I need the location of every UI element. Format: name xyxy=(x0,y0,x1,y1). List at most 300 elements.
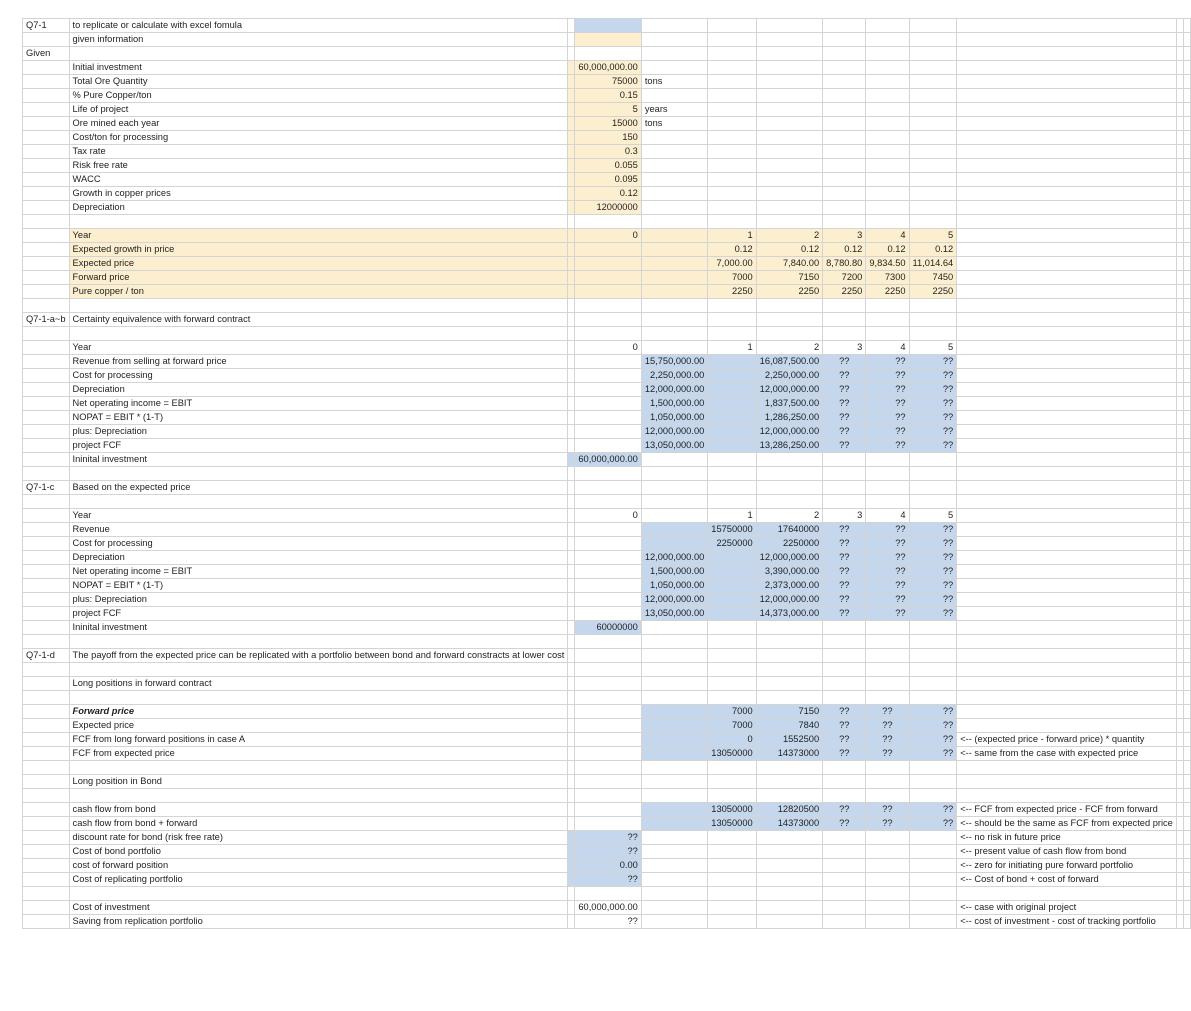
sheet-cell[interactable] xyxy=(641,663,707,677)
sheet-cell[interactable] xyxy=(568,845,575,859)
sheet-cell[interactable] xyxy=(568,803,575,817)
sheet-cell[interactable] xyxy=(909,901,957,915)
sheet-cell[interactable] xyxy=(1183,271,1190,285)
sheet-cell[interactable]: Depreciation xyxy=(69,201,568,215)
sheet-cell[interactable] xyxy=(708,607,756,621)
sheet-cell[interactable] xyxy=(823,145,866,159)
sheet-cell[interactable] xyxy=(575,579,641,593)
sheet-cell[interactable]: 12,000,000.00 xyxy=(641,383,707,397)
sheet-cell[interactable] xyxy=(568,495,575,509)
sheet-cell[interactable]: ?? xyxy=(823,551,866,565)
sheet-cell[interactable] xyxy=(909,47,957,61)
sheet-cell[interactable] xyxy=(957,467,1177,481)
sheet-cell[interactable] xyxy=(756,691,822,705)
sheet-cell[interactable] xyxy=(823,635,866,649)
sheet-cell[interactable] xyxy=(708,47,756,61)
sheet-cell[interactable] xyxy=(957,201,1177,215)
sheet-cell[interactable] xyxy=(641,537,707,551)
sheet-cell[interactable] xyxy=(909,327,957,341)
sheet-cell[interactable] xyxy=(909,75,957,89)
sheet-cell[interactable] xyxy=(823,467,866,481)
sheet-cell[interactable] xyxy=(1183,313,1190,327)
sheet-cell[interactable] xyxy=(23,75,70,89)
sheet-cell[interactable] xyxy=(1176,719,1183,733)
sheet-cell[interactable] xyxy=(708,201,756,215)
sheet-cell[interactable] xyxy=(641,747,707,761)
sheet-cell[interactable]: ?? xyxy=(909,383,957,397)
sheet-cell[interactable] xyxy=(575,523,641,537)
sheet-cell[interactable]: 0.00 xyxy=(575,859,641,873)
sheet-cell[interactable] xyxy=(568,607,575,621)
sheet-cell[interactable] xyxy=(1176,397,1183,411)
sheet-cell[interactable] xyxy=(23,201,70,215)
sheet-cell[interactable]: ?? xyxy=(866,523,909,537)
sheet-cell[interactable]: Ininital investment xyxy=(69,453,568,467)
sheet-cell[interactable] xyxy=(1183,803,1190,817)
sheet-cell[interactable] xyxy=(1183,873,1190,887)
sheet-cell[interactable]: 12820500 xyxy=(756,803,822,817)
sheet-cell[interactable]: Total Ore Quantity xyxy=(69,75,568,89)
sheet-cell[interactable] xyxy=(568,33,575,47)
sheet-cell[interactable]: ?? xyxy=(823,425,866,439)
sheet-cell[interactable] xyxy=(708,425,756,439)
sheet-cell[interactable] xyxy=(23,607,70,621)
sheet-cell[interactable] xyxy=(23,383,70,397)
sheet-cell[interactable] xyxy=(568,649,575,663)
sheet-cell[interactable]: 2,250,000.00 xyxy=(756,369,822,383)
sheet-cell[interactable] xyxy=(1183,523,1190,537)
sheet-cell[interactable] xyxy=(708,131,756,145)
sheet-cell[interactable] xyxy=(708,369,756,383)
sheet-cell[interactable] xyxy=(641,621,707,635)
sheet-cell[interactable]: ?? xyxy=(909,439,957,453)
sheet-cell[interactable]: ?? xyxy=(866,803,909,817)
sheet-cell[interactable] xyxy=(1176,411,1183,425)
sheet-cell[interactable] xyxy=(866,761,909,775)
sheet-cell[interactable]: 0 xyxy=(708,733,756,747)
sheet-cell[interactable] xyxy=(1183,47,1190,61)
sheet-cell[interactable]: Q7-1-c xyxy=(23,481,70,495)
sheet-cell[interactable]: ?? xyxy=(823,705,866,719)
sheet-cell[interactable] xyxy=(23,467,70,481)
sheet-cell[interactable] xyxy=(708,901,756,915)
sheet-cell[interactable] xyxy=(69,327,568,341)
sheet-cell[interactable] xyxy=(708,873,756,887)
sheet-cell[interactable] xyxy=(708,173,756,187)
sheet-cell[interactable]: 5 xyxy=(909,341,957,355)
sheet-cell[interactable]: 4 xyxy=(866,509,909,523)
sheet-cell[interactable] xyxy=(708,495,756,509)
sheet-cell[interactable] xyxy=(866,75,909,89)
sheet-cell[interactable] xyxy=(641,509,707,523)
sheet-cell[interactable] xyxy=(909,299,957,313)
sheet-cell[interactable]: years xyxy=(641,103,707,117)
sheet-cell[interactable] xyxy=(23,495,70,509)
sheet-cell[interactable] xyxy=(756,831,822,845)
sheet-cell[interactable] xyxy=(568,327,575,341)
sheet-cell[interactable] xyxy=(957,789,1177,803)
sheet-cell[interactable] xyxy=(1176,145,1183,159)
sheet-cell[interactable] xyxy=(708,187,756,201)
sheet-cell[interactable] xyxy=(1183,733,1190,747)
sheet-cell[interactable] xyxy=(708,411,756,425)
sheet-cell[interactable] xyxy=(641,789,707,803)
sheet-cell[interactable]: 1 xyxy=(708,341,756,355)
sheet-cell[interactable] xyxy=(641,719,707,733)
sheet-cell[interactable]: 0 xyxy=(575,229,641,243)
sheet-cell[interactable]: ?? xyxy=(866,593,909,607)
sheet-cell[interactable] xyxy=(957,285,1177,299)
sheet-cell[interactable] xyxy=(957,761,1177,775)
sheet-cell[interactable] xyxy=(568,481,575,495)
sheet-cell[interactable] xyxy=(957,439,1177,453)
sheet-cell[interactable] xyxy=(1176,775,1183,789)
sheet-cell[interactable] xyxy=(866,467,909,481)
sheet-cell[interactable]: 3,390,000.00 xyxy=(756,565,822,579)
sheet-cell[interactable] xyxy=(575,355,641,369)
sheet-cell[interactable] xyxy=(909,103,957,117)
sheet-cell[interactable] xyxy=(756,789,822,803)
sheet-cell[interactable]: ?? xyxy=(866,425,909,439)
sheet-cell[interactable] xyxy=(866,299,909,313)
sheet-cell[interactable]: 14,373,000.00 xyxy=(756,607,822,621)
sheet-cell[interactable] xyxy=(957,565,1177,579)
sheet-cell[interactable] xyxy=(575,691,641,705)
sheet-cell[interactable] xyxy=(823,901,866,915)
sheet-cell[interactable] xyxy=(23,509,70,523)
sheet-cell[interactable]: ?? xyxy=(909,579,957,593)
sheet-cell[interactable] xyxy=(957,355,1177,369)
sheet-cell[interactable] xyxy=(1176,383,1183,397)
sheet-cell[interactable] xyxy=(23,635,70,649)
sheet-cell[interactable] xyxy=(1176,803,1183,817)
sheet-cell[interactable] xyxy=(1176,733,1183,747)
sheet-cell[interactable]: cash flow from bond xyxy=(69,803,568,817)
sheet-cell[interactable] xyxy=(823,89,866,103)
sheet-cell[interactable]: 1 xyxy=(708,229,756,243)
sheet-cell[interactable] xyxy=(568,341,575,355)
sheet-cell[interactable] xyxy=(568,467,575,481)
sheet-cell[interactable] xyxy=(708,355,756,369)
sheet-cell[interactable] xyxy=(909,131,957,145)
sheet-cell[interactable]: <-- no risk in future price xyxy=(957,831,1177,845)
sheet-cell[interactable] xyxy=(756,495,822,509)
sheet-cell[interactable] xyxy=(866,789,909,803)
sheet-cell[interactable] xyxy=(708,383,756,397)
sheet-cell[interactable] xyxy=(641,285,707,299)
sheet-cell[interactable]: <-- same from the case with expected price xyxy=(957,747,1177,761)
sheet-cell[interactable] xyxy=(568,397,575,411)
sheet-cell[interactable] xyxy=(568,285,575,299)
sheet-cell[interactable]: Year xyxy=(69,229,568,243)
sheet-cell[interactable] xyxy=(575,565,641,579)
sheet-cell[interactable] xyxy=(23,565,70,579)
sheet-cell[interactable] xyxy=(23,691,70,705)
sheet-cell[interactable]: ?? xyxy=(909,355,957,369)
sheet-cell[interactable] xyxy=(1183,383,1190,397)
sheet-cell[interactable] xyxy=(957,341,1177,355)
sheet-cell[interactable] xyxy=(1183,509,1190,523)
sheet-cell[interactable] xyxy=(1176,565,1183,579)
sheet-cell[interactable]: ?? xyxy=(823,355,866,369)
sheet-cell[interactable] xyxy=(641,873,707,887)
sheet-cell[interactable]: 1,500,000.00 xyxy=(641,397,707,411)
sheet-cell[interactable] xyxy=(957,313,1177,327)
sheet-cell[interactable] xyxy=(641,481,707,495)
sheet-cell[interactable]: ?? xyxy=(866,565,909,579)
sheet-cell[interactable]: ?? xyxy=(823,565,866,579)
sheet-cell[interactable] xyxy=(641,859,707,873)
sheet-cell[interactable] xyxy=(756,901,822,915)
sheet-cell[interactable] xyxy=(866,313,909,327)
sheet-cell[interactable] xyxy=(575,215,641,229)
sheet-cell[interactable] xyxy=(1183,215,1190,229)
sheet-cell[interactable]: Cost of bond portfolio xyxy=(69,845,568,859)
sheet-cell[interactable] xyxy=(575,495,641,509)
sheet-cell[interactable] xyxy=(1183,355,1190,369)
sheet-cell[interactable] xyxy=(641,887,707,901)
sheet-cell[interactable]: % Pure Copper/ton xyxy=(69,89,568,103)
sheet-cell[interactable] xyxy=(1183,341,1190,355)
sheet-cell[interactable]: 12,000,000.00 xyxy=(756,551,822,565)
sheet-cell[interactable] xyxy=(1183,663,1190,677)
sheet-cell[interactable] xyxy=(568,775,575,789)
sheet-cell[interactable] xyxy=(23,621,70,635)
sheet-cell[interactable] xyxy=(823,831,866,845)
sheet-cell[interactable] xyxy=(823,159,866,173)
sheet-cell[interactable] xyxy=(23,145,70,159)
sheet-cell[interactable] xyxy=(1176,75,1183,89)
sheet-cell[interactable] xyxy=(909,89,957,103)
sheet-cell[interactable] xyxy=(641,635,707,649)
sheet-cell[interactable] xyxy=(1176,327,1183,341)
sheet-cell[interactable]: ?? xyxy=(575,831,641,845)
sheet-cell[interactable]: 2,373,000.00 xyxy=(756,579,822,593)
sheet-cell[interactable]: 7150 xyxy=(756,271,822,285)
sheet-cell[interactable] xyxy=(1183,845,1190,859)
sheet-cell[interactable]: 1,050,000.00 xyxy=(641,411,707,425)
sheet-cell[interactable] xyxy=(1183,887,1190,901)
sheet-cell[interactable]: 2250000 xyxy=(756,537,822,551)
sheet-cell[interactable] xyxy=(1176,61,1183,75)
sheet-cell[interactable]: cash flow from bond + forward xyxy=(69,817,568,831)
sheet-cell[interactable] xyxy=(641,467,707,481)
sheet-cell[interactable] xyxy=(708,845,756,859)
sheet-cell[interactable] xyxy=(23,425,70,439)
sheet-cell[interactable] xyxy=(708,467,756,481)
sheet-cell[interactable] xyxy=(823,761,866,775)
sheet-cell[interactable] xyxy=(708,621,756,635)
sheet-cell[interactable] xyxy=(957,663,1177,677)
sheet-cell[interactable] xyxy=(1176,831,1183,845)
sheet-cell[interactable]: Given xyxy=(23,47,70,61)
sheet-cell[interactable] xyxy=(1183,173,1190,187)
sheet-cell[interactable] xyxy=(1176,243,1183,257)
sheet-cell[interactable]: 4 xyxy=(866,341,909,355)
sheet-cell[interactable] xyxy=(1176,103,1183,117)
sheet-cell[interactable]: ?? xyxy=(909,705,957,719)
sheet-cell[interactable]: 1,286,250.00 xyxy=(756,411,822,425)
sheet-cell[interactable] xyxy=(23,369,70,383)
sheet-cell[interactable] xyxy=(568,299,575,313)
sheet-cell[interactable] xyxy=(866,635,909,649)
sheet-cell[interactable] xyxy=(23,327,70,341)
sheet-cell[interactable] xyxy=(823,313,866,327)
sheet-cell[interactable] xyxy=(23,215,70,229)
sheet-cell[interactable] xyxy=(568,733,575,747)
sheet-cell[interactable] xyxy=(957,607,1177,621)
sheet-cell[interactable]: <-- zero for initiating pure forward portfolio xyxy=(957,859,1177,873)
sheet-cell[interactable] xyxy=(1183,257,1190,271)
sheet-cell[interactable] xyxy=(866,61,909,75)
sheet-cell[interactable]: <-- case with original project xyxy=(957,901,1177,915)
sheet-cell[interactable] xyxy=(708,831,756,845)
sheet-cell[interactable] xyxy=(957,411,1177,425)
sheet-cell[interactable] xyxy=(1183,61,1190,75)
sheet-cell[interactable] xyxy=(575,467,641,481)
sheet-cell[interactable] xyxy=(23,61,70,75)
sheet-cell[interactable] xyxy=(957,649,1177,663)
sheet-cell[interactable]: ?? xyxy=(909,425,957,439)
sheet-cell[interactable]: 7,000.00 xyxy=(708,257,756,271)
sheet-cell[interactable] xyxy=(866,117,909,131)
sheet-cell[interactable]: ?? xyxy=(909,551,957,565)
sheet-cell[interactable] xyxy=(575,383,641,397)
sheet-cell[interactable] xyxy=(909,495,957,509)
sheet-cell[interactable]: ?? xyxy=(909,411,957,425)
sheet-cell[interactable] xyxy=(1176,537,1183,551)
sheet-cell[interactable]: Net operating income = EBIT xyxy=(69,565,568,579)
sheet-cell[interactable] xyxy=(708,299,756,313)
sheet-cell[interactable]: 1552500 xyxy=(756,733,822,747)
sheet-cell[interactable] xyxy=(641,705,707,719)
sheet-cell[interactable] xyxy=(1183,397,1190,411)
sheet-cell[interactable] xyxy=(568,509,575,523)
sheet-cell[interactable] xyxy=(568,859,575,873)
sheet-cell[interactable] xyxy=(957,453,1177,467)
sheet-cell[interactable] xyxy=(1176,859,1183,873)
sheet-cell[interactable]: 13050000 xyxy=(708,747,756,761)
sheet-cell[interactable] xyxy=(1183,705,1190,719)
sheet-cell[interactable] xyxy=(23,523,70,537)
sheet-cell[interactable]: 0.12 xyxy=(756,243,822,257)
sheet-cell[interactable]: ?? xyxy=(866,733,909,747)
sheet-cell[interactable]: Cost for processing xyxy=(69,537,568,551)
sheet-cell[interactable] xyxy=(866,201,909,215)
sheet-cell[interactable] xyxy=(1176,817,1183,831)
sheet-cell[interactable] xyxy=(69,663,568,677)
sheet-cell[interactable] xyxy=(708,33,756,47)
sheet-cell[interactable] xyxy=(568,313,575,327)
sheet-cell[interactable] xyxy=(568,705,575,719)
sheet-cell[interactable] xyxy=(909,677,957,691)
sheet-cell[interactable] xyxy=(568,215,575,229)
sheet-cell[interactable] xyxy=(575,551,641,565)
sheet-cell[interactable]: ?? xyxy=(866,369,909,383)
sheet-cell[interactable]: 12,000,000.00 xyxy=(641,593,707,607)
sheet-cell[interactable]: ?? xyxy=(866,607,909,621)
sheet-cell[interactable]: ?? xyxy=(823,397,866,411)
sheet-cell[interactable] xyxy=(756,117,822,131)
sheet-cell[interactable]: 0.3 xyxy=(575,145,641,159)
sheet-cell[interactable] xyxy=(756,33,822,47)
sheet-cell[interactable] xyxy=(575,887,641,901)
sheet-cell[interactable]: given information xyxy=(69,33,568,47)
sheet-cell[interactable] xyxy=(866,103,909,117)
sheet-cell[interactable] xyxy=(1176,621,1183,635)
sheet-cell[interactable] xyxy=(1176,313,1183,327)
sheet-cell[interactable] xyxy=(823,327,866,341)
sheet-cell[interactable] xyxy=(756,635,822,649)
sheet-cell[interactable]: Based on the expected price xyxy=(69,481,568,495)
sheet-cell[interactable] xyxy=(866,19,909,33)
sheet-cell[interactable] xyxy=(641,313,707,327)
sheet-cell[interactable]: Year xyxy=(69,341,568,355)
sheet-cell[interactable]: ?? xyxy=(909,719,957,733)
sheet-cell[interactable] xyxy=(641,89,707,103)
sheet-cell[interactable] xyxy=(823,677,866,691)
sheet-cell[interactable] xyxy=(957,369,1177,383)
sheet-cell[interactable]: Cost/ton for processing xyxy=(69,131,568,145)
sheet-cell[interactable]: ?? xyxy=(866,411,909,425)
sheet-cell[interactable] xyxy=(708,887,756,901)
sheet-cell[interactable] xyxy=(641,173,707,187)
sheet-cell[interactable] xyxy=(641,803,707,817)
sheet-cell[interactable] xyxy=(909,481,957,495)
sheet-cell[interactable]: 5 xyxy=(575,103,641,117)
sheet-cell[interactable]: Ininital investment xyxy=(69,621,568,635)
sheet-cell[interactable]: 1 xyxy=(708,509,756,523)
sheet-cell[interactable]: 0.12 xyxy=(823,243,866,257)
sheet-cell[interactable] xyxy=(575,285,641,299)
sheet-cell[interactable] xyxy=(641,523,707,537)
sheet-cell[interactable] xyxy=(756,663,822,677)
sheet-cell[interactable] xyxy=(23,131,70,145)
sheet-cell[interactable] xyxy=(568,187,575,201)
sheet-cell[interactable]: 60,000,000.00 xyxy=(575,453,641,467)
sheet-cell[interactable] xyxy=(957,775,1177,789)
sheet-cell[interactable] xyxy=(23,229,70,243)
sheet-cell[interactable] xyxy=(708,117,756,131)
sheet-cell[interactable] xyxy=(1183,537,1190,551)
sheet-cell[interactable] xyxy=(23,789,70,803)
sheet-cell[interactable]: WACC xyxy=(69,173,568,187)
sheet-cell[interactable]: plus: Depreciation xyxy=(69,425,568,439)
sheet-cell[interactable] xyxy=(909,117,957,131)
sheet-cell[interactable]: Risk free rate xyxy=(69,159,568,173)
sheet-cell[interactable] xyxy=(568,439,575,453)
sheet-cell[interactable]: ?? xyxy=(866,397,909,411)
sheet-cell[interactable] xyxy=(1176,593,1183,607)
sheet-cell[interactable]: <-- cost of investment - cost of tracking portfolio xyxy=(957,915,1177,929)
sheet-cell[interactable]: Saving from replication portfolio xyxy=(69,915,568,929)
sheet-cell[interactable] xyxy=(23,845,70,859)
sheet-cell[interactable] xyxy=(756,201,822,215)
sheet-cell[interactable] xyxy=(1183,551,1190,565)
sheet-cell[interactable] xyxy=(866,215,909,229)
sheet-cell[interactable] xyxy=(909,845,957,859)
sheet-cell[interactable] xyxy=(1183,103,1190,117)
sheet-cell[interactable] xyxy=(957,705,1177,719)
sheet-cell[interactable]: ?? xyxy=(575,873,641,887)
sheet-cell[interactable]: 2 xyxy=(756,341,822,355)
sheet-cell[interactable] xyxy=(575,537,641,551)
sheet-cell[interactable]: <-- FCF from expected price - FCF from forward xyxy=(957,803,1177,817)
sheet-cell[interactable]: plus: Depreciation xyxy=(69,593,568,607)
sheet-cell[interactable]: ?? xyxy=(909,593,957,607)
sheet-cell[interactable]: 2250 xyxy=(756,285,822,299)
sheet-cell[interactable] xyxy=(23,915,70,929)
